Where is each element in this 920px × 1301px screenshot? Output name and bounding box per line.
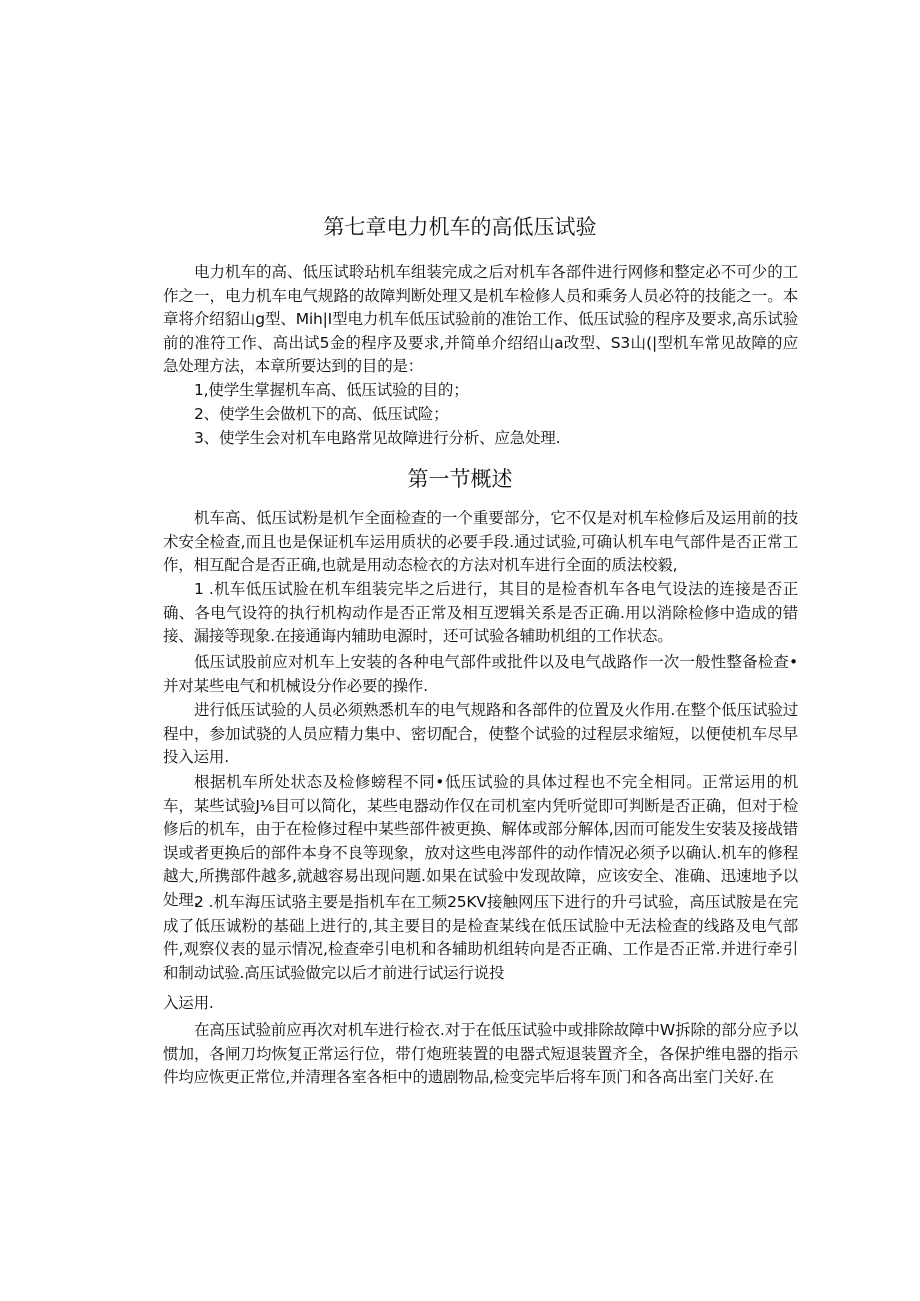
chapter-title: 第七章电力机车的高低压试验: [323, 215, 597, 239]
goal-item-1: 1,使学生掌握机车高、低压试验的目的；: [194, 381, 469, 399]
goal-item-2: 2、使学生会做机下的高、低压试险；: [194, 405, 449, 423]
body-paragraph-7: 入运用.: [163, 994, 214, 1012]
body-paragraph-8: 在高压试验前应再次对机车进行检衣.对于在低压试验中或排除故障中W拆除的部分应予以惯加，各闸刀均恢复正常运行位，带仃炮班装置的电器式短退装置齐全，各保护维电器的指示件均应恢更正常位,并清理各室各柜中的遗剧物品,检变完毕后将车顶门和各高出室门关好.在: [163, 1021, 798, 1086]
intro-paragraph: 电力机车的高、低压试聆玷机车组装完成之后对机车各部件进行网修和整定必不可少的工作之一，电力机车电气规路的故障判断处理又是机车检修人员和乘务人员必符的技能之一。本章将介绍貂山g型、Mih|I型电力机车低压试验前的准饴工作、低压试验的程序及要求,高乐试验前的准符工作、高出试5金的程序及要求,并简单介绍绍山a改型、S3山(|型机车常见故障的应急处理方法，本章所要达到的目的是：: [163, 263, 798, 375]
body-paragraph-2: 1 .机车低压试脸在机车组装完毕之后进行，其目的是检杳机车各电气设法的连接是否正确、各电气设符的执行机构动作是否正常及相互逻辑关系是否正确.用以消除检修中造成的错接、漏接等现象.在接通诲内辅助电源时，还可试验各辅助机组的工作状态。: [163, 580, 798, 645]
goal-item-3: 3、使学生会对机车电路常见故障进行分析、应急处理.: [194, 429, 561, 447]
body-paragraph-1: 机车高、低压试粉是机乍全面检查的一个重要部分，它不仅是对机车检修后及运用前的技术安全检查,而且也是保证机车运用质状的必要手段.通过试验,可确认机车电气部件是否正常工作，相互配合是否正确,也就是用动态检衣的方法对机车进行全面的质法校毅,: [163, 509, 798, 574]
body-paragraph-3: 低压试股前应对机车上安装的各种电气部件或批件以及电气战路作一次一般性整备检查•并对某些电气和机械设分作必要的操作.: [163, 653, 798, 695]
section-title: 第一节概述: [407, 467, 513, 491]
body-paragraph-5: 根据机车所处状态及检修螃程不同•低压试验的具体过程也不完全相同。正常运用的机车，某些试验J⅛目可以简化，某些电器动作仅在司机室内凭听觉即可判断是否正确，但对于检修后的机车，由于在检修过程中某些部件被更换、解体或部分解体,因而可能发生安装及接战错误或者更换后的部件本身不良等现象，放对这些电涔部件的动作情况必须予以确认.机车的修程越大,所携部件越多,就越容易出现问题.如果在试验中发现故障，应该安全、准确、迅速地予以处理.: [163, 773, 798, 909]
body-paragraph-4: 进行低压试验的人员必须熟悉机车的电气规路和各部件的位置及火作用.在整个低压试验过程中，参加试骁的人员应精力集中、密切配合，使整个试验的过程层求缩短，以便使机车尽早投入运用.: [163, 701, 798, 766]
body-paragraph-6: 2 .机车海压试骆主要是指机车在工频25KV接触网压下进行的升弓试验，高压试胺是在完成了低压诚粉的基础上进行的,其主要目的是检查某线在低压试脸中无法检查的线路及电气部件,观察仪表的显示情况,检查牵引电机和各辅助机组转向是否正确、工作是否正常.并进行牵引和制动试验.高压试验做完以后才前进行试运行说投: [163, 893, 798, 982]
